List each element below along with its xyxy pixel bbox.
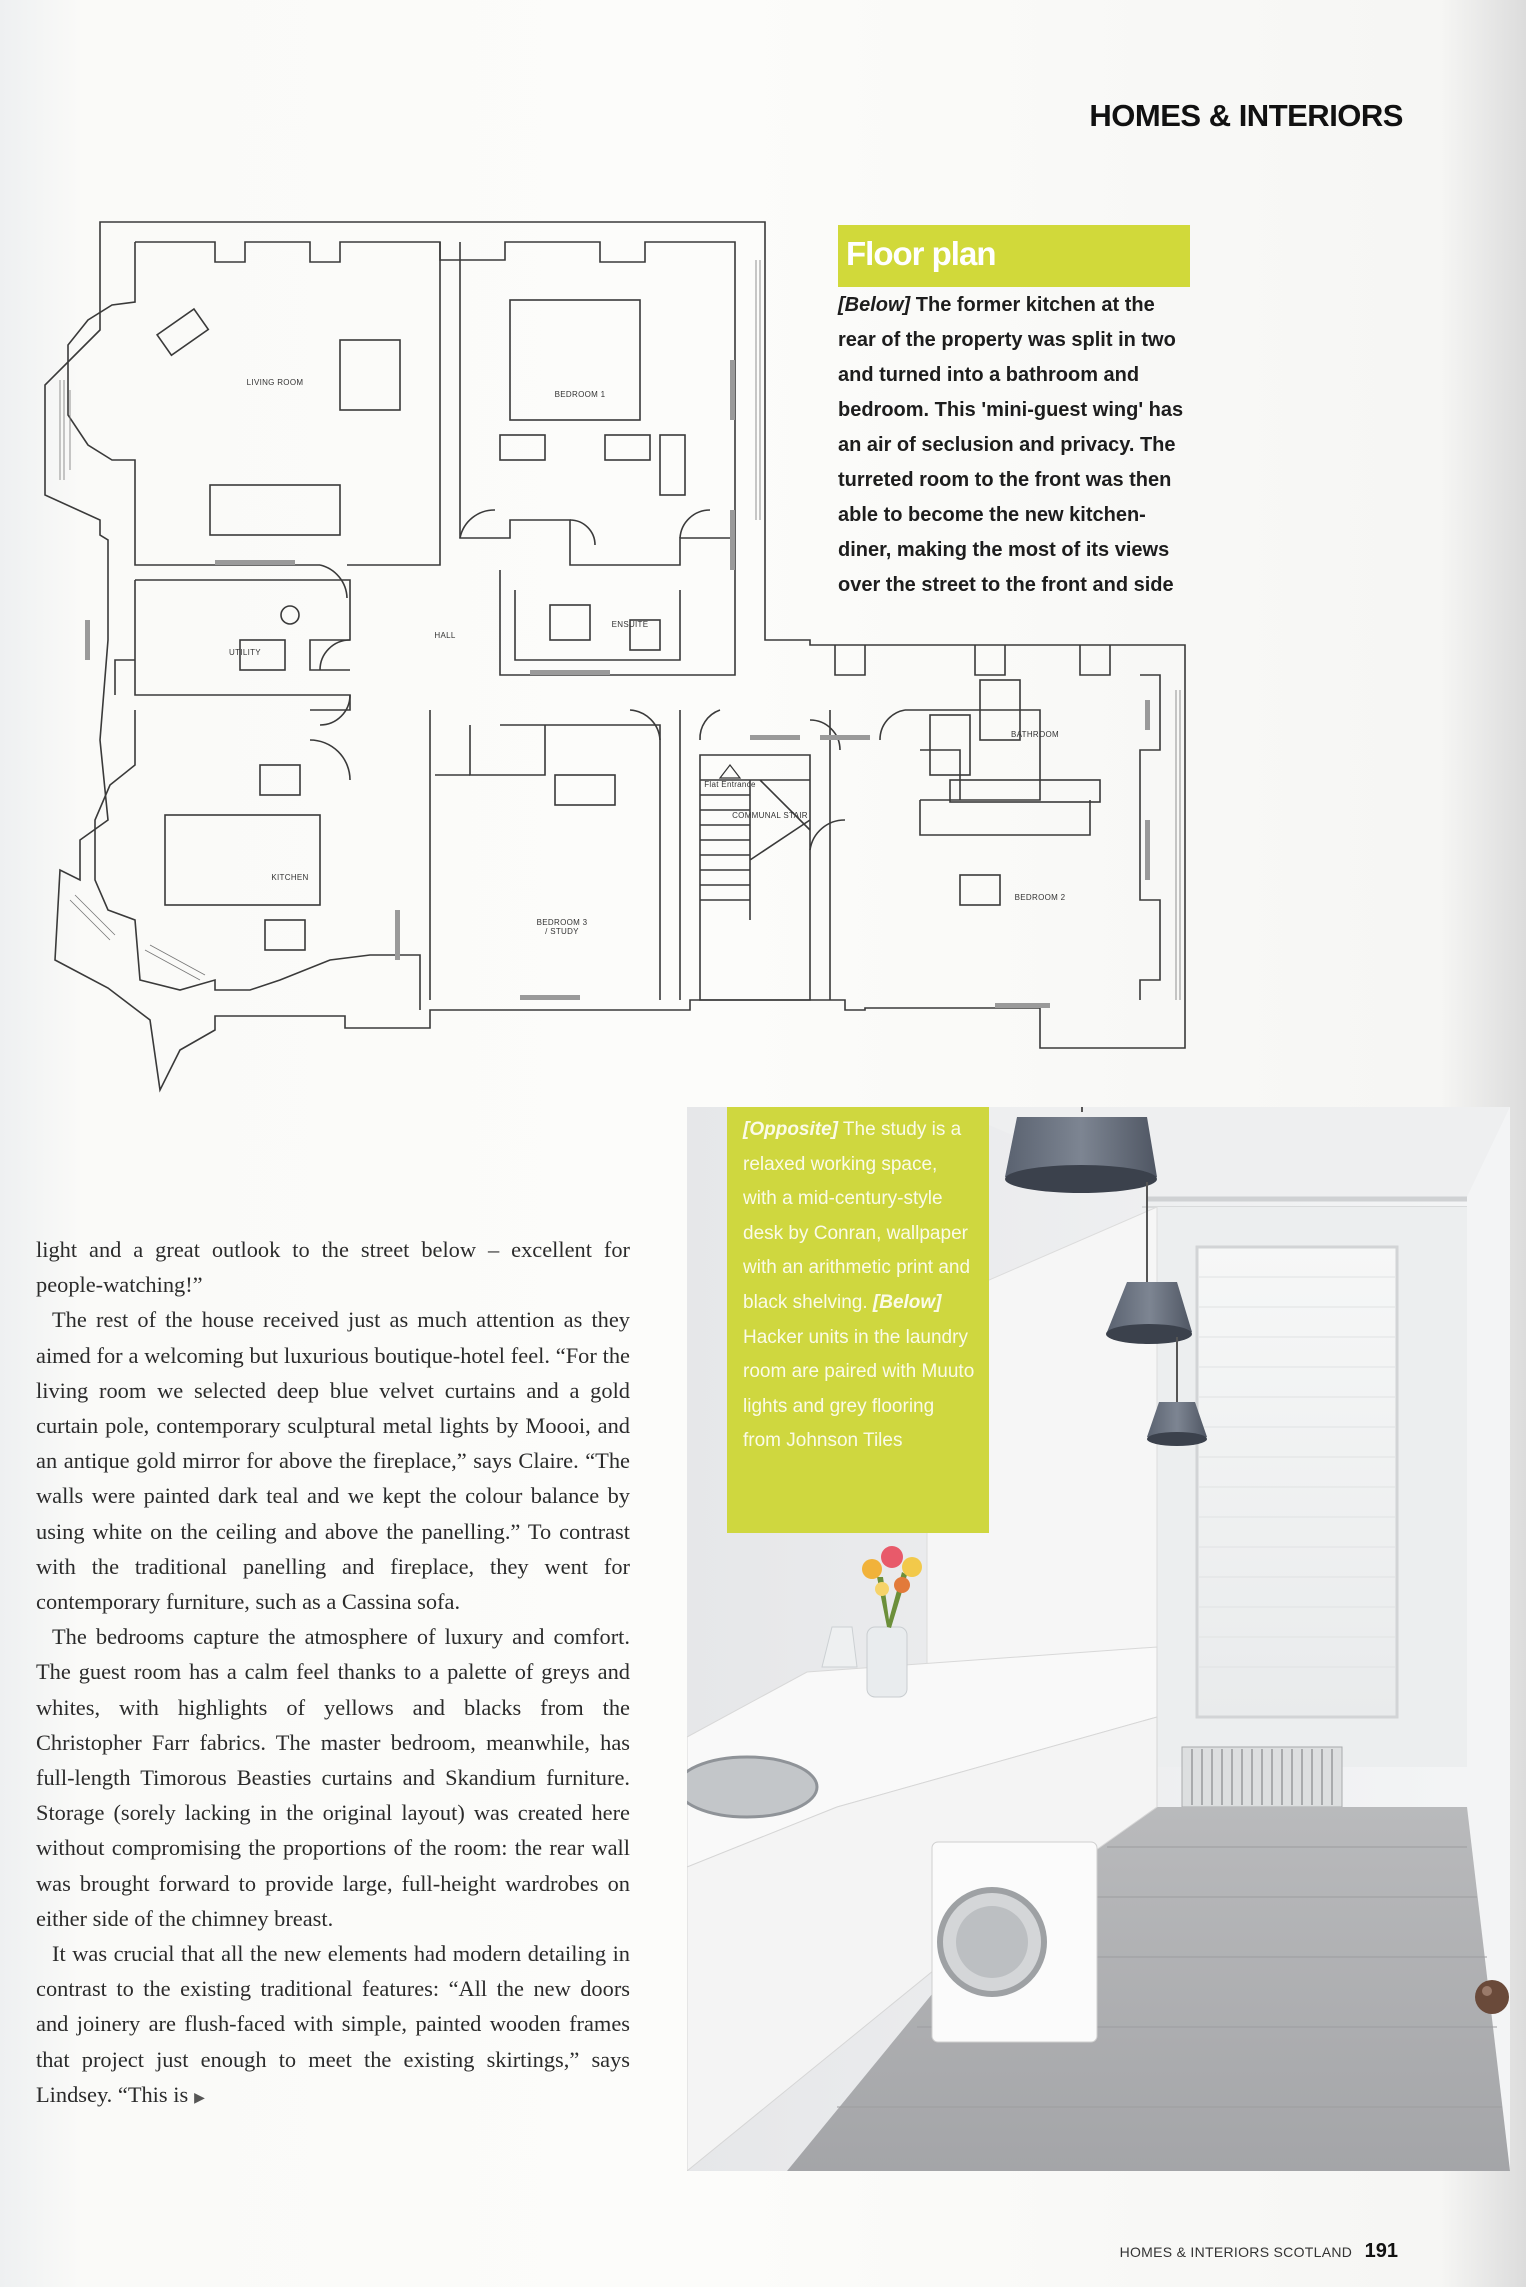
photo-caption-text-opposite: The study is a relaxed working space, with a mid-century-style desk by Conran, wallpaper with an arithmetic print and black shelving.: [743, 1119, 971, 1313]
floor-plan-caption-tag: [Below]: [838, 294, 911, 316]
article-paragraph-1: light and a great outlook to the street below – excellent for people-watching!”: [36, 1237, 630, 1298]
room-label-hall: HALL: [434, 631, 456, 640]
flat-entrance-arrow-icon: [720, 765, 740, 778]
article-body: [36, 1232, 630, 2116]
footer-publication: HOMES & INTERIORS SCOTLAND: [1119, 2244, 1353, 2260]
room-label-kitchen: KITCHEN: [271, 873, 309, 882]
room-label-bedroom-3: BEDROOM 3: [536, 918, 588, 927]
section-header: HOMES & INTERIORS: [1089, 98, 1403, 133]
room-label-bedroom-2: BEDROOM 2: [1014, 893, 1066, 902]
photo-caption-tag-opposite: [Opposite]: [743, 1119, 838, 1140]
floor-plan-heading: Floor plan: [838, 225, 1190, 287]
photo-caption-text-below: Hacker units in the laundry room are paired with Muuto lights and grey flooring from Johnson Tiles: [743, 1326, 975, 1452]
room-label-communal-stair: COMMUNAL STAIR: [732, 811, 808, 820]
article-paragraph-4-text: It was crucial that all the new elements had modern detailing in contrast to the existing traditional features: “All the new doors and joinery are flush-faced with simple, painted wooden frames that project just enough to meet the existing skirtings,” says Lindsey. “This is: [36, 1941, 630, 2107]
room-label-study: / STUDY: [545, 927, 579, 936]
article-paragraph-4: [36, 1936, 630, 2116]
continue-arrow-icon: ▶: [194, 2090, 205, 2106]
article-paragraph-2: The rest of the house received just as much attention as they aimed for a welcoming but luxurious boutique-hotel feel. “For the living room we selected deep blue velvet curtains and a gold curtain pole, contemporary sculptural metal lights by Moooi, and an antique gold mirror for above the fireplace,” says Claire. “The walls were painted dark teal and we kept the colour balance by using white on the ceiling and above the panelling.” To contrast with the traditional panelling and fireplace, they went for contemporary furniture, such as a Cassina sofa.: [36, 1307, 630, 1615]
room-label-utility: UTILITY: [229, 648, 261, 657]
page-footer: [1120, 2240, 1398, 2263]
room-label-flat-entrance: Flat Entrance: [704, 780, 756, 789]
photo-caption-tag-below: [Below]: [872, 1291, 942, 1313]
floor-plan-caption: [838, 288, 1198, 603]
room-label-living-room: LIVING ROOM: [246, 378, 304, 387]
article-paragraph-3: The bedrooms capture the atmosphere of luxury and comfort. The guest room has a calm feel thanks to a palette of greys and whites, with highlights of yellows and blacks from the Christopher Farr fabrics. The master bedroom, meanwhile, has full-length Timorous Beasties curtains and Skandium furniture. Storage (sorely lacking in the original layout) was created here without compromising the proportions of the room: the rear wall was brought forward to provide large, full-height wardrobes on either side of the chimney breast.: [36, 1624, 630, 1931]
photo-caption-box: [727, 1107, 989, 1533]
room-label-ensuite: ENSUITE: [611, 620, 649, 629]
floor-plan-caption-text: The former kitchen at the rear of the property was split in two and turned into a bathroom and bedroom. This 'mini-guest wing' has an air of seclusion and privacy. The turreted room to the front was then able to become the new kitchen-diner, making the most of its views over the street to the front and side: [838, 294, 1184, 596]
room-label-bedroom-1: BEDROOM 1: [554, 390, 606, 399]
page-number: 191: [1364, 2240, 1398, 2262]
room-label-bathroom: BATHROOM: [1010, 730, 1060, 739]
